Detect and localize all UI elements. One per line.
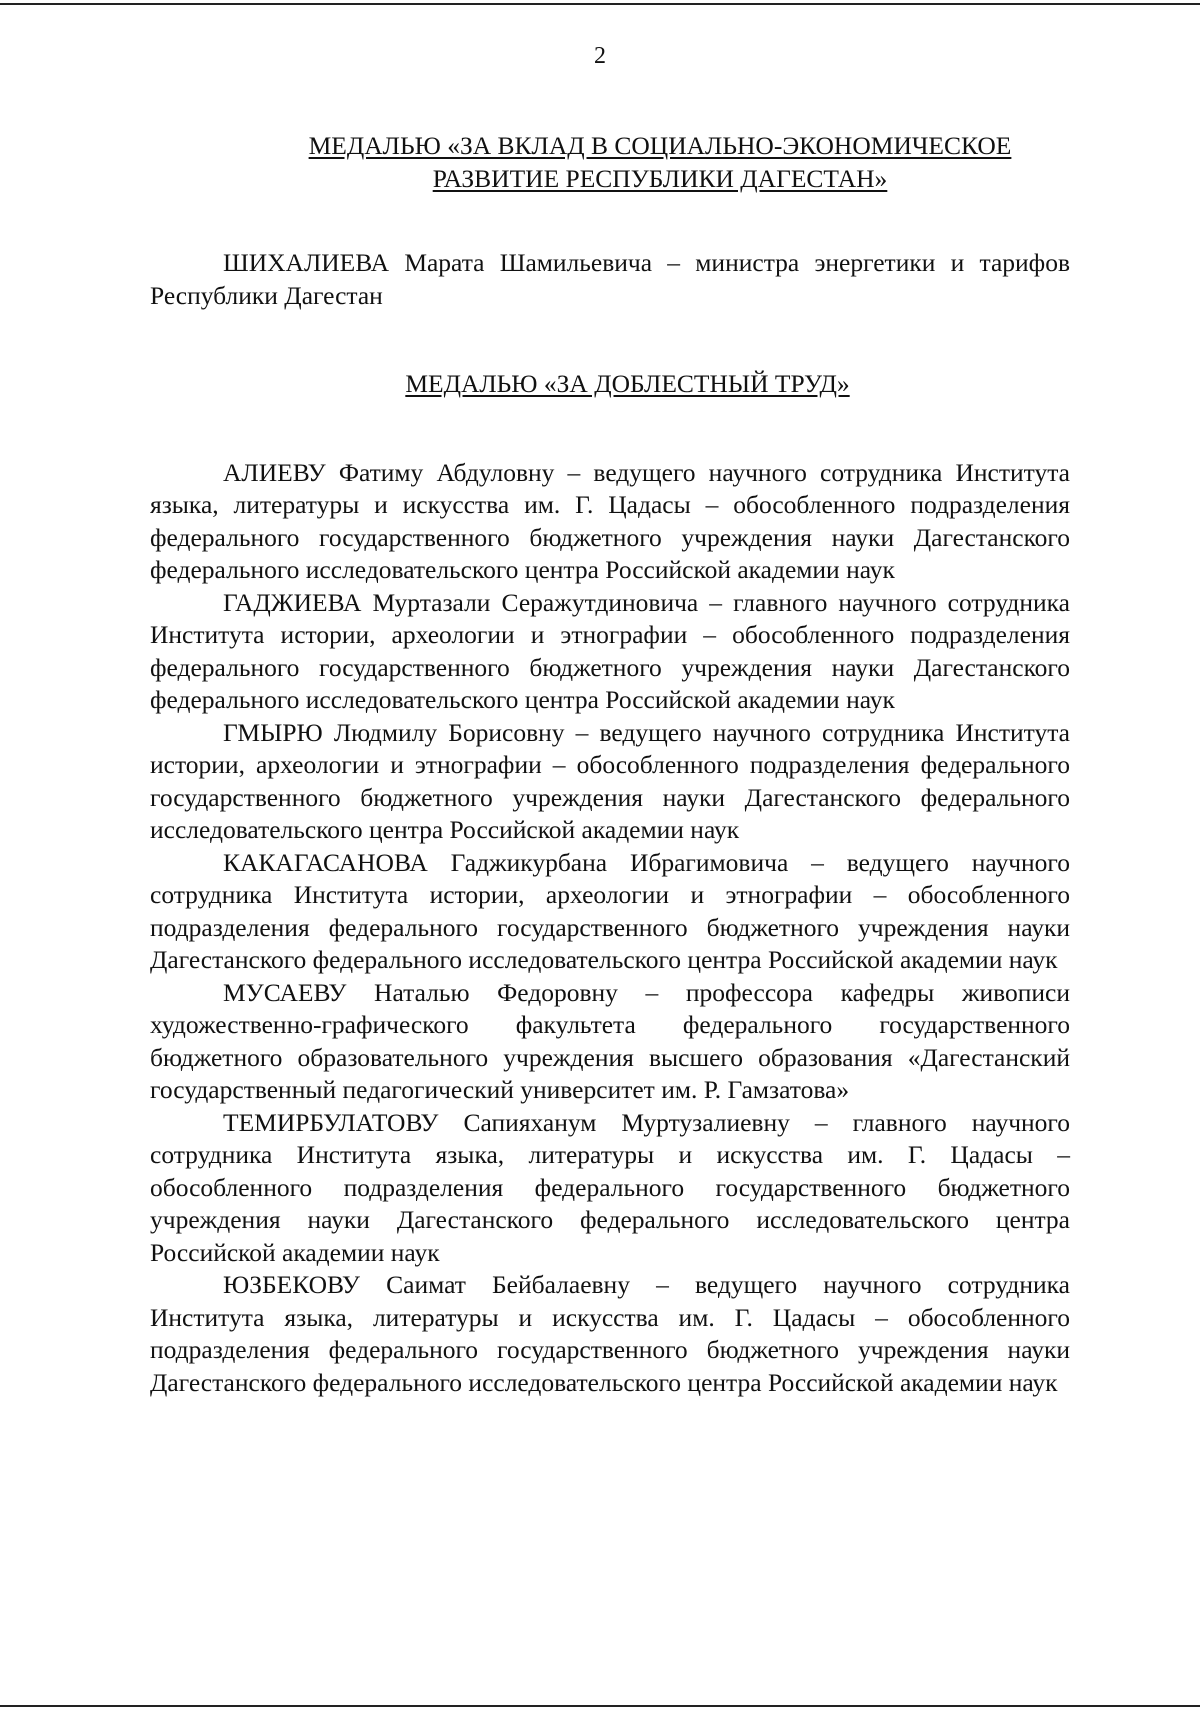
award-entry: АЛИЕВУ Фатиму Абдуловну – ведущего научного сотрудника Института языка, литературы и искусства им. Г. Цадасы – обособленного подразделения федерального государственного бюджетного учреждения науки Дагестанского федерального исследовательского центра Российской академии наук xyxy=(150,457,1070,584)
award-entry: МУСАЕВУ Наталью Федоровну – профессора кафедры живописи художественно-графического факультета федерального государственного бюджетного образовательного учреждения высшего образования «Дагестанский государственный педагогический университет им. Р. Гамзатова» xyxy=(150,977,1070,1104)
award-entry: ТЕМИРБУЛАТОВУ Сапияханум Муртузалиевну – главного научного сотрудника Института языка, литературы и искусства им. Г. Цадасы – обособленного подразделения федерального государственного бюджетного учреждения науки Дагестанского федерального исследовательского центра Российской академии наук xyxy=(150,1107,1070,1267)
heading-line-2: РАЗВИТИЕ РЕСПУБЛИКИ ДАГЕСТАН» xyxy=(432,163,888,193)
award-entry: ШИХАЛИЕВА Марата Шамильевича – министра энергетики и тарифов Республики Дагестан xyxy=(150,248,1070,310)
document-body xyxy=(150,130,1070,1399)
entries-section-contribution xyxy=(150,247,1070,312)
medal-heading-contribution xyxy=(250,130,1070,195)
award-entry: КАКАГАСАНОВА Гаджикурбана Ибрагимовича – ведущего научного сотрудника Института истории, археологии и этнографии – обособленного подразделения федерального государственного бюджетного учреждения науки Дагестанского федерального исследовательского центра Российской академии наук xyxy=(150,847,1070,974)
award-entry: ГМЫРЮ Людмилу Борисовну – ведущего научного сотрудника Института истории, археологии и этнографии – обособленного подразделения федерального государственного бюджетного учреждения науки Дагестанского федерального исследовательского центра Российской академии наук xyxy=(150,717,1070,844)
award-entry: ГАДЖИЕВА Муртазали Серажутдиновича – главного научного сотрудника Института истории, археологии и этнографии – обособленного подразделения федерального государственного бюджетного учреждения науки Дагестанского федерального исследовательского центра Российской академии наук xyxy=(150,587,1070,714)
heading-line-1: МЕДАЛЬЮ «ЗА ВКЛАД В СОЦИАЛЬНО-ЭКОНОМИЧЕСКОЕ xyxy=(308,131,1012,160)
page-number: 2 xyxy=(594,43,606,69)
award-entry: ЮЗБЕКОВУ Саимат Бейбалаевну – ведущего научного сотрудника Института языка, литературы и искусства им. Г. Цадасы – обособленного подразделения федерального государственного бюджетного учреждения науки Дагестанского федерального исследовательского центра Российской академии наук xyxy=(150,1270,1070,1397)
top-border-line xyxy=(0,3,1200,5)
medal-heading-valiant-labor: МЕДАЛЬЮ «ЗА ДОБЛЕСТНЫЙ ТРУД» xyxy=(405,369,850,398)
bottom-border-line xyxy=(0,1705,1200,1707)
entries-section-valiant-labor xyxy=(150,457,1070,1400)
